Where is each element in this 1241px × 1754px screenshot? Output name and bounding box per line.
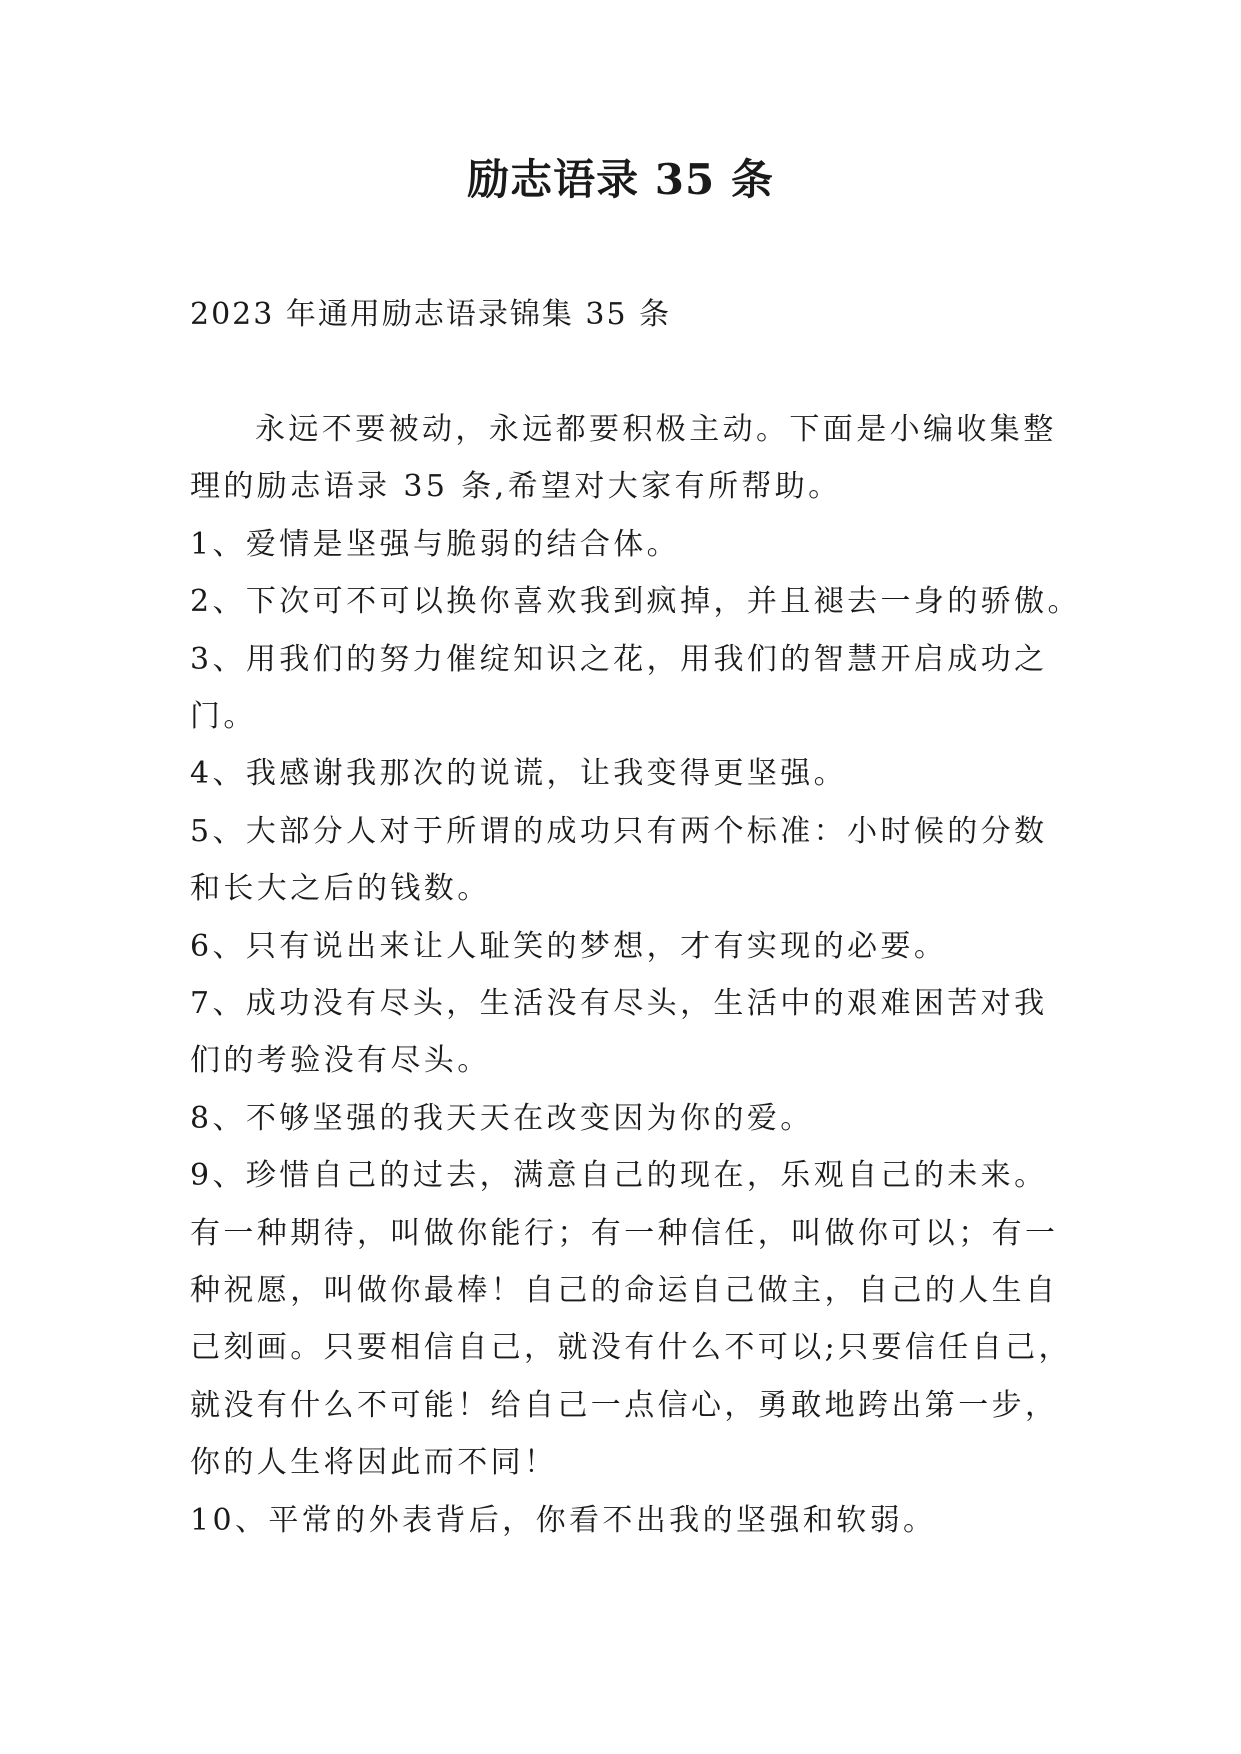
text-line: 有一种期待，叫做你能行；有一种信任，叫做你可以；有一	[190, 1215, 1059, 1251]
text-line: 6、只有说出来让人耻笑的梦想，才有实现的必要。	[190, 928, 948, 964]
text-line: 3、用我们的努力催绽知识之花，用我们的智慧开启成功之	[190, 641, 1048, 677]
document-subtitle: 2023 年通用励志语录锦集 35 条	[190, 297, 672, 332]
text-line: 4、我感谢我那次的说谎，让我变得更坚强。	[190, 756, 848, 792]
text-line: 己刻画。只要相信自己，就没有什么不可以;只要信任自己，	[190, 1330, 1072, 1366]
text-line: 种祝愿，叫做你最棒！自己的命运自己做主，自己的人生自	[190, 1273, 1059, 1308]
text-line: 和长大之后的钱数。	[190, 871, 491, 907]
text-line: 9、珍惜自己的过去，满意自己的现在，乐观自己的未来。	[190, 1158, 1048, 1194]
text-line: 5、大部分人对于所谓的成功只有两个标准：小时候的分数	[190, 813, 1048, 849]
text-line: 永远不要被动，永远都要积极主动。下面是小编收集整	[255, 412, 1057, 447]
text-line: 7、成功没有尽头，生活没有尽头，生活中的艰难困苦对我	[190, 986, 1048, 1021]
text-line: 1、爱情是坚强与脆弱的结合体。	[190, 526, 681, 562]
text-line: 2、下次可不可以换你喜欢我到疯掉，并且褪去一身的骄傲。	[190, 584, 1081, 620]
text-line: 理的励志语录 35 条,希望对大家有所帮助。	[190, 469, 842, 505]
text-line: 10、平常的外表背后，你看不出我的坚强和软弱。	[190, 1502, 937, 1538]
text-line: 们的考验没有尽头。	[190, 1043, 491, 1079]
text-line: 8、不够坚强的我天天在改变因为你的爱。	[190, 1100, 814, 1136]
document-title: 励志语录 35 条	[467, 155, 774, 204]
text-line: 你的人生将因此而不同！	[190, 1445, 558, 1481]
text-line: 就没有什么不可能！给自己一点信心，勇敢地跨出第一步，	[190, 1387, 1059, 1423]
text-line: 门。	[190, 699, 257, 734]
